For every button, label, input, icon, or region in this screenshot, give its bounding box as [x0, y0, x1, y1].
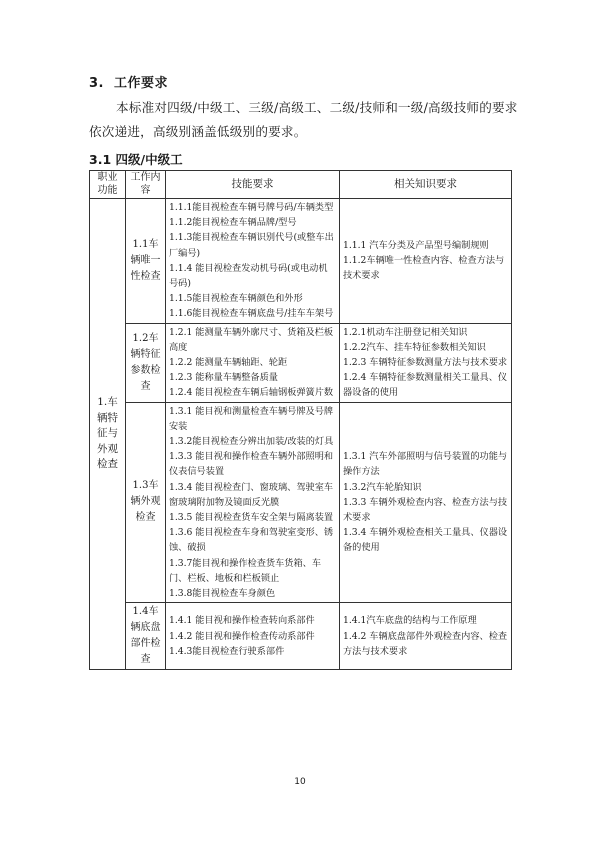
- header-function: 职业功能: [90, 171, 126, 199]
- skill-item: 1.3.6 能目视检查车身和驾驶室变形、锈蚀、破损: [169, 527, 334, 554]
- skill-item: 1.1.3能目视检查车辆识别代号(或整车出厂编号): [169, 232, 334, 259]
- knowledge-item: 1.4.2 车辆底盘部件外观检查内容、检查方法与技术要求: [343, 630, 508, 657]
- skills-cell: [166, 402, 340, 603]
- page-number: 10: [294, 777, 306, 787]
- skill-item: 1.3.7能目视和操作检查货车货箱、车门、栏板、地板和栏板锁止: [169, 557, 322, 584]
- table-row: [90, 323, 512, 402]
- knowledge-item: 1.1.2车辆唯一性检查内容、检查方法与技术要求: [343, 255, 505, 282]
- table-row: [90, 402, 512, 603]
- skill-item: 1.2.3 能称量车辆整备质量: [169, 372, 278, 384]
- skill-item: 1.4.3能目视检查行驶系部件: [169, 645, 285, 657]
- skill-item: 1.4.2 能目视和操作检查传动系部件: [169, 630, 315, 642]
- skill-item: 1.3.3 能目视和操作检查车辆外部照明和仪表信号装置: [169, 451, 334, 478]
- header-knowledge: 相关知识要求: [340, 171, 512, 199]
- skills-cell: [166, 603, 340, 670]
- requirements-table: [89, 170, 512, 670]
- skill-item: 1.3.8能目视检查车身颜色: [169, 588, 276, 600]
- content-cell: 1.3车辆外观检查: [126, 402, 166, 603]
- intro-paragraph: 本标准对四级/中级工、三级/高级工、二级/技师和一级/高级技师的要求依次递进，高级别涵盖低级别的要求。: [89, 100, 518, 139]
- skill-item: 1.1.6能目视检查车辆底盘号/挂车车架号: [169, 308, 334, 320]
- knowledge-cell: [340, 402, 512, 603]
- knowledge-cell: [340, 199, 512, 324]
- header-skill: 技能要求: [166, 171, 340, 199]
- skill-item: 1.1.2能目视检查车辆品牌/型号: [169, 217, 297, 229]
- function-cell: 1.车辆特征与外观检查: [90, 199, 126, 670]
- skill-item: 1.3.2能目视检查分辨出加装/改装的灯具: [169, 436, 334, 448]
- skill-item: 1.2.1 能测量车辆外廓尺寸、货箱及栏板高度: [169, 326, 334, 353]
- table-row: [90, 603, 512, 670]
- knowledge-item: 1.2.1机动车注册登记相关知识: [343, 326, 468, 338]
- section-number: 3.: [89, 76, 104, 91]
- subsection-title: 四级/中级工: [115, 152, 183, 167]
- knowledge-cell: [340, 603, 512, 670]
- knowledge-item: 1.2.2汽车、挂车特征参数相关知识: [343, 341, 486, 353]
- section-title: 工作要求: [114, 76, 169, 91]
- content-cell: 1.2车辆特征参数检查: [126, 323, 166, 402]
- table-row: [90, 199, 512, 324]
- content-cell: 1.4车辆底盘部件检查: [126, 603, 166, 670]
- skill-item: 1.1.1能目视检查车辆号牌号码/车辆类型: [169, 202, 334, 213]
- content-cell: 1.1车辆唯一性检查: [126, 199, 166, 324]
- knowledge-item: 1.4.1汽车底盘的结构与工作原理: [343, 615, 477, 627]
- knowledge-item: 1.3.1 汽车外部照明与信号装置的功能与操作方法: [343, 451, 508, 478]
- skills-cell: [166, 323, 340, 402]
- skill-item: 1.2.2 能测量车辆轴距、轮距: [169, 357, 288, 369]
- knowledge-item: 1.3.4 车辆外观检查相关工量具、仪器设备的使用: [343, 527, 508, 554]
- skill-item: 1.1.5能目视检查车辆颜色和外形: [169, 293, 303, 305]
- knowledge-item: 1.3.3 车辆外观检查内容、检查方法与技术要求: [343, 496, 508, 524]
- knowledge-item: 1.3.2汽车轮胎知识: [343, 481, 422, 493]
- subsection-number: 3.1: [89, 152, 112, 167]
- skill-item: 1.3.5 能目视检查货车安全架与隔离装置: [169, 512, 334, 524]
- skills-cell: [166, 199, 340, 324]
- header-content: 工作内容: [126, 171, 166, 199]
- knowledge-cell: [340, 323, 512, 402]
- knowledge-item: 1.2.3 车辆特征参数测量方法与技术要求: [343, 357, 508, 369]
- skill-item: 1.3.4 能目视检查门、窗玻璃、驾驶室车窗玻璃附加物及镜面反光膜: [169, 481, 334, 508]
- section-heading: [89, 72, 168, 91]
- skill-item: 1.1.4 能目视检查发动机号码(或电动机号码): [169, 262, 328, 290]
- knowledge-item: 1.1.1 汽车分类及产品型号编制规则: [343, 240, 489, 251]
- skill-item: 1.2.4 能目视检查车辆后轴钢板弹簧片数: [169, 387, 334, 399]
- skill-item: 1.4.1 能目视和操作检查转向系部件: [169, 615, 315, 627]
- knowledge-item: 1.2.4 车辆特征参数测量相关工量具、仪器设备的使用: [343, 372, 508, 399]
- table-header-row: [90, 171, 512, 199]
- table-body: [90, 199, 512, 670]
- skill-item: 1.3.1 能目视和测量检查车辆号牌及号牌安装: [169, 405, 334, 432]
- subsection-heading: [89, 150, 183, 168]
